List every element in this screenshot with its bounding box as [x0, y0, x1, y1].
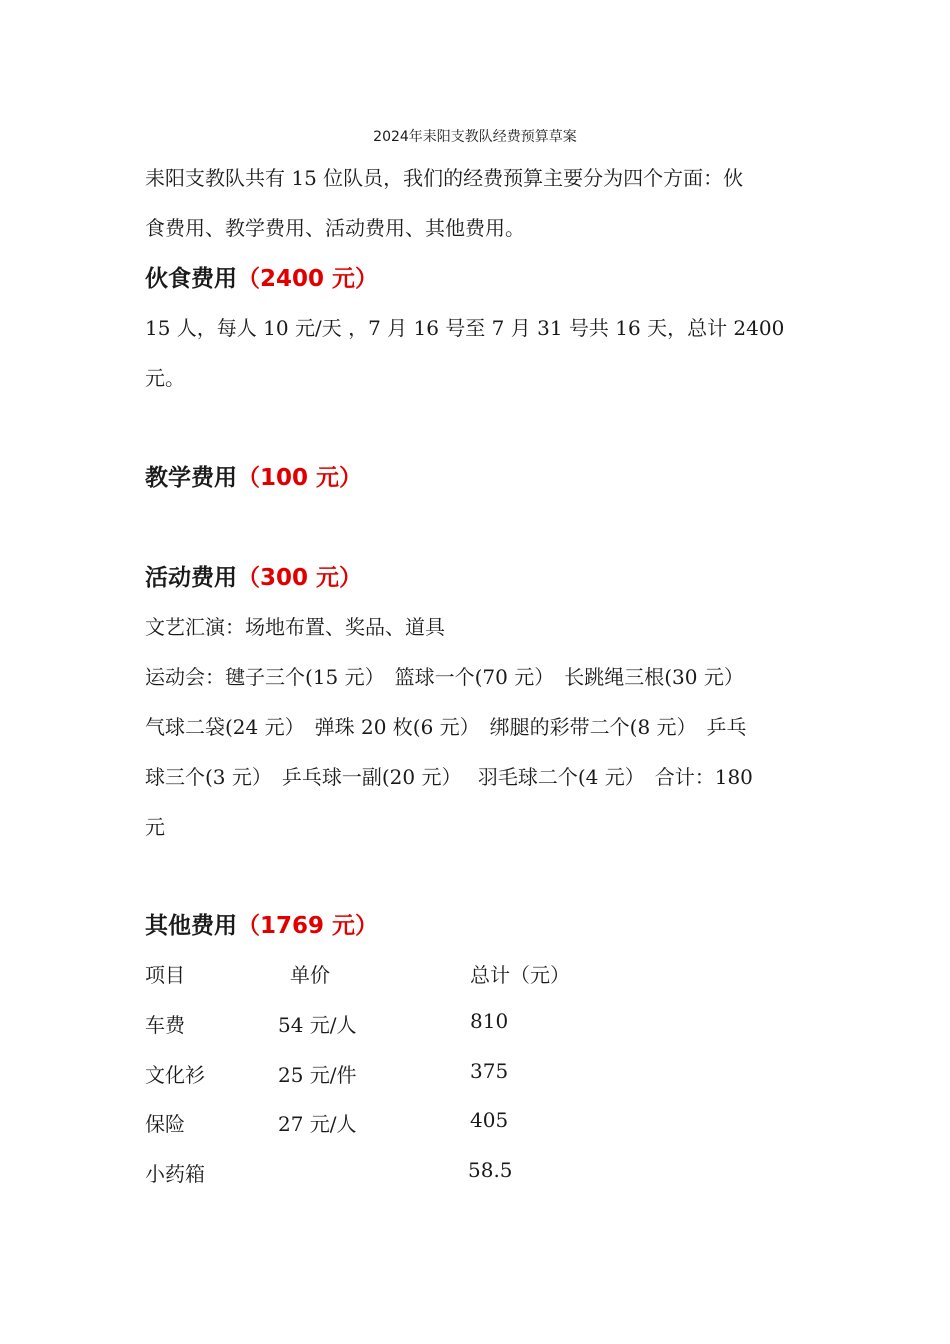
- activity-line-3: 气球二袋(24 元） 弹珠 20 枚(6 元） 绑腿的彩带二个(8 元） 乒乓: [145, 715, 747, 739]
- activity-line-1: 文艺汇演：场地布置、奖品、道具: [145, 615, 445, 639]
- food-line-2: 元。: [145, 366, 185, 390]
- table-cell-total: 810: [470, 1009, 509, 1033]
- other-amount: （1769 元）: [237, 913, 379, 939]
- table-cell-total: 405: [470, 1108, 509, 1132]
- food-line-1: 15 人，每人 10 元/天 ，7 月 16 号至 7 月 31 号共 16 天，总计 2400: [145, 316, 785, 340]
- document-title: 2024年耒阳支教队经费预算草案: [373, 129, 577, 145]
- table-cell-item: 小药箱: [145, 1162, 205, 1186]
- table-cell-total: 58.5: [468, 1158, 513, 1182]
- food-section-heading: [145, 260, 378, 293]
- intro-line-2: 食费用、教学费用、活动费用、其他费用。: [145, 216, 525, 240]
- activity-amount: （300 元）: [237, 565, 363, 591]
- teaching-section-heading: [145, 459, 362, 492]
- activity-heading-text: 活动费用: [145, 565, 237, 591]
- activity-section-heading: [145, 559, 362, 592]
- activity-line-5: 元: [145, 815, 165, 839]
- other-section-heading: [145, 907, 378, 940]
- table-cell-unit-price: 25 元/件: [278, 1063, 357, 1087]
- table-cell-item: 保险: [145, 1112, 185, 1136]
- table-header-item: 项目: [145, 963, 185, 987]
- teaching-heading-text: 教学费用: [145, 465, 237, 491]
- table-cell-item: 文化衫: [145, 1063, 205, 1087]
- table-cell-unit-price: 54 元/人: [278, 1013, 357, 1037]
- table-cell-unit-price: 27 元/人: [278, 1112, 357, 1136]
- food-amount: （2400 元）: [237, 266, 379, 292]
- other-heading-text: 其他费用: [145, 913, 237, 939]
- table-cell-total: 375: [470, 1059, 509, 1083]
- table-header-unit-price: 单价: [290, 963, 330, 987]
- table-cell-item: 车费: [145, 1013, 185, 1037]
- activity-line-4: 球三个(3 元） 乒乓球一副(20 元） 羽毛球二个(4 元） 合计：180: [145, 765, 753, 789]
- activity-line-2: 运动会：毽子三个(15 元） 篮球一个(70 元） 长跳绳三根(30 元）: [145, 665, 744, 689]
- intro-line-1: 耒阳支教队共有 15 位队员，我们的经费预算主要分为四个方面：伙: [145, 166, 744, 190]
- table-header-total: 总计（元）: [470, 963, 570, 987]
- teaching-amount: （100 元）: [237, 465, 363, 491]
- food-heading-text: 伙食费用: [145, 266, 237, 292]
